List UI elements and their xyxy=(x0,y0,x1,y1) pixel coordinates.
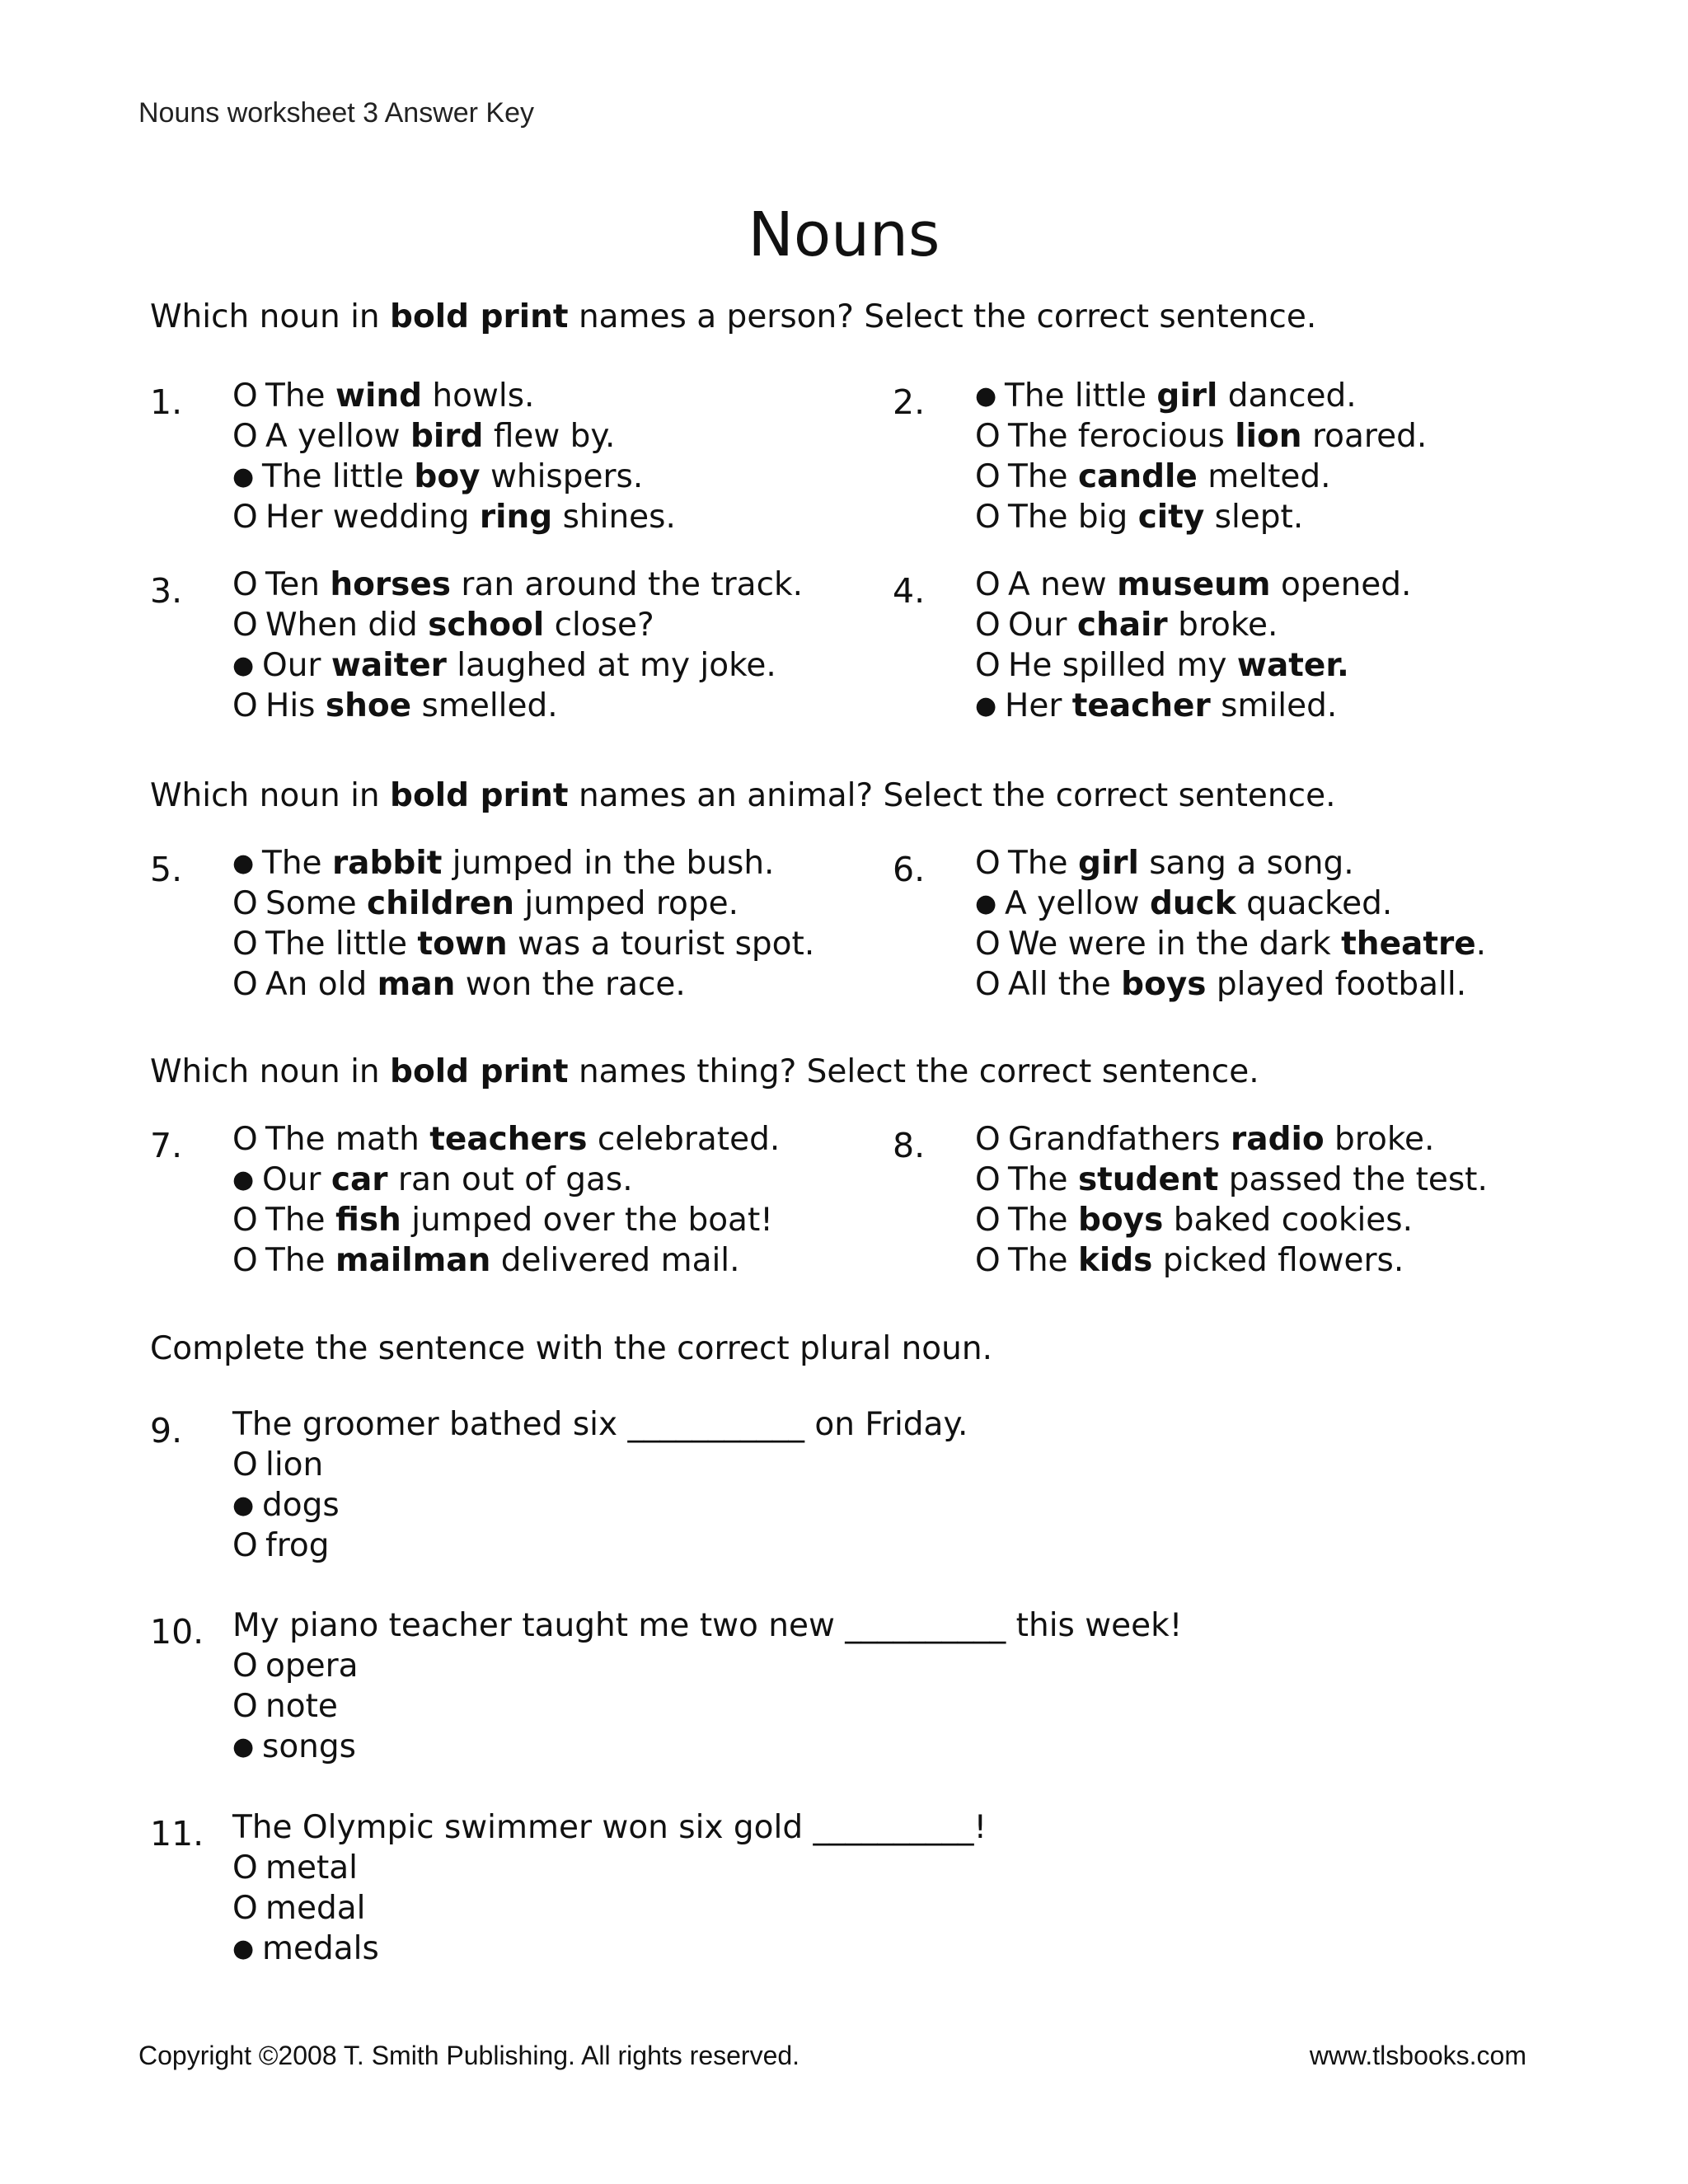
radio-indicator-icon: ● xyxy=(232,1732,255,1761)
answer-blank: ___________ xyxy=(627,1406,804,1443)
heading-prefix: Which noun in xyxy=(150,298,391,335)
footer-copyright: Copyright ©2008 T. Smith Publishing. All rights reserved. xyxy=(138,2041,800,2070)
option-after: flew by. xyxy=(483,418,616,455)
radio-indicator-icon: O xyxy=(975,926,1001,963)
option-before: Her xyxy=(1005,687,1072,724)
option[interactable] xyxy=(232,416,676,457)
option-after: slept. xyxy=(1204,499,1304,536)
radio-indicator-icon: ● xyxy=(232,1165,255,1194)
radio-indicator-icon: O xyxy=(975,1202,1001,1239)
option-before: All the xyxy=(1008,966,1122,1003)
option-after: jumped in the bush. xyxy=(442,845,775,882)
question-prompt xyxy=(232,1605,1182,1646)
option-after: played football. xyxy=(1206,966,1467,1003)
radio-indicator-icon: O xyxy=(232,1202,258,1239)
options-list xyxy=(232,1119,780,1281)
options-list xyxy=(232,1404,968,1566)
option-after: jumped rope. xyxy=(514,885,739,922)
option[interactable] xyxy=(232,964,814,1005)
heading-suffix: names an animal? Select the correct sentence. xyxy=(568,777,1336,814)
option[interactable] xyxy=(232,1929,987,1969)
option-after: smelled. xyxy=(411,687,558,724)
radio-indicator-icon: O xyxy=(232,1242,258,1279)
option[interactable] xyxy=(232,843,814,883)
option-bold: candle xyxy=(1077,458,1198,495)
option-before: The xyxy=(265,377,335,415)
radio-indicator-icon: ● xyxy=(232,462,255,491)
answer-blank: __________ xyxy=(813,1809,974,1846)
option-bold: girl xyxy=(1077,845,1139,882)
option-before: The little xyxy=(265,926,418,963)
option[interactable] xyxy=(975,565,1411,605)
option-before: We were in the dark xyxy=(1008,926,1342,963)
heading-prefix: Which noun in xyxy=(150,1053,391,1090)
option[interactable] xyxy=(975,1200,1488,1240)
option[interactable] xyxy=(232,1727,1182,1767)
radio-indicator-icon: O xyxy=(232,1446,258,1483)
radio-indicator-icon: O xyxy=(975,647,1001,684)
option[interactable] xyxy=(975,376,1427,416)
radio-indicator-icon: O xyxy=(232,687,258,724)
option[interactable] xyxy=(975,605,1411,645)
option-before: He spilled my xyxy=(1008,647,1237,684)
question-number: 9. xyxy=(150,1411,183,1451)
option-bold: shoe xyxy=(325,687,412,724)
option-bold: bird xyxy=(410,418,484,455)
radio-indicator-icon: O xyxy=(232,1688,258,1725)
prompt-before: The Olympic swimmer won six gold xyxy=(232,1809,814,1846)
option-before: The little xyxy=(1005,377,1157,415)
heading-suffix: names thing? Select the correct sentence. xyxy=(568,1053,1259,1090)
option[interactable] xyxy=(975,497,1427,537)
options-list xyxy=(232,1807,987,1969)
options-list xyxy=(232,1605,1182,1767)
radio-indicator-icon: O xyxy=(232,966,258,1003)
option-bold: town xyxy=(417,926,508,963)
radio-indicator-icon: O xyxy=(975,458,1001,495)
option[interactable] xyxy=(232,1646,1182,1686)
option[interactable] xyxy=(975,924,1486,964)
option-before: Her wedding xyxy=(265,499,480,536)
option-bold: chair xyxy=(1076,607,1168,644)
radio-indicator-icon: O xyxy=(232,1527,258,1564)
option[interactable] xyxy=(232,1686,1182,1727)
option-bold: boy xyxy=(414,458,481,495)
option[interactable] xyxy=(232,924,814,964)
radio-indicator-icon: ● xyxy=(232,1934,255,1963)
option-before: Our xyxy=(1008,607,1077,644)
option[interactable] xyxy=(232,645,803,686)
footer-website[interactable]: www.tlsbooks.com xyxy=(1309,2041,1526,2070)
prompt-before: The groomer bathed six xyxy=(232,1406,628,1443)
heading-suffix: names a person? Select the correct sentence. xyxy=(568,298,1317,335)
radio-indicator-icon: ● xyxy=(975,382,997,410)
option-text: opera xyxy=(265,1647,359,1685)
question-number: 5. xyxy=(150,850,183,889)
option-after: whispers. xyxy=(480,458,644,495)
option-before: Grandfathers xyxy=(1008,1121,1231,1158)
option-after: melted. xyxy=(1197,458,1331,495)
option[interactable] xyxy=(975,457,1427,497)
option[interactable] xyxy=(975,686,1411,726)
prompt-before: My piano teacher taught me two new xyxy=(232,1607,846,1644)
option-bold: car xyxy=(331,1161,388,1198)
option-after: close? xyxy=(544,607,654,644)
radio-indicator-icon: ● xyxy=(975,691,997,720)
option-before: The little xyxy=(262,458,415,495)
option-bold: radio xyxy=(1231,1121,1325,1158)
radio-indicator-icon: O xyxy=(975,845,1001,882)
option-before: A yellow xyxy=(265,418,410,455)
option-before: The xyxy=(265,1202,335,1239)
radio-indicator-icon: O xyxy=(975,607,1001,644)
option-after: was a tourist spot. xyxy=(507,926,815,963)
option-after: shines. xyxy=(552,499,676,536)
option-bold: duck xyxy=(1149,885,1236,922)
options-list xyxy=(232,565,803,726)
options-list xyxy=(975,1119,1488,1281)
option[interactable] xyxy=(232,376,676,416)
radio-indicator-icon: O xyxy=(232,607,258,644)
header-note: Nouns worksheet 3 Answer Key xyxy=(138,97,535,129)
option-bold: student xyxy=(1077,1161,1219,1198)
question-number: 11. xyxy=(150,1814,204,1854)
option[interactable] xyxy=(232,1848,987,1888)
radio-indicator-icon: O xyxy=(975,1242,1001,1279)
option[interactable] xyxy=(232,605,803,645)
option-after: won the race. xyxy=(455,966,686,1003)
question-prompt xyxy=(232,1807,987,1848)
option[interactable] xyxy=(232,1119,780,1160)
page-title: Nouns xyxy=(748,199,940,270)
options-list xyxy=(232,843,814,1005)
radio-indicator-icon: O xyxy=(232,1849,258,1886)
radio-indicator-icon: O xyxy=(232,1647,258,1685)
option-bold: water. xyxy=(1236,647,1349,684)
radio-indicator-icon: O xyxy=(975,1121,1001,1158)
heading-bold: bold print xyxy=(390,1053,569,1090)
option-bold: fish xyxy=(335,1202,401,1239)
question-number: 4. xyxy=(893,571,926,611)
option[interactable] xyxy=(975,1160,1488,1200)
option-text: lion xyxy=(265,1446,324,1483)
radio-indicator-icon: O xyxy=(975,566,1001,603)
option-after: broke. xyxy=(1324,1121,1435,1158)
question-number: 1. xyxy=(150,382,183,422)
option-before: The xyxy=(1008,845,1078,882)
option-bold: horses xyxy=(330,566,451,603)
question-number: 3. xyxy=(150,571,183,611)
radio-indicator-icon: O xyxy=(975,1161,1001,1198)
options-list xyxy=(975,843,1486,1005)
section-heading-person xyxy=(150,298,1316,335)
option-before: The xyxy=(1008,1161,1078,1198)
option-bold: waiter xyxy=(331,647,447,684)
question-number: 7. xyxy=(150,1126,183,1165)
option-after: quacked. xyxy=(1236,885,1393,922)
answer-blank: __________ xyxy=(845,1607,1006,1644)
option-bold: theatre xyxy=(1341,926,1476,963)
option-text: note xyxy=(265,1688,338,1725)
option-bold: girl xyxy=(1156,377,1218,415)
option-before: The xyxy=(1008,1242,1078,1279)
prompt-after: this week! xyxy=(1006,1607,1183,1644)
section-heading-plural: Complete the sentence with the correct plural noun. xyxy=(150,1330,992,1367)
option[interactable] xyxy=(975,1240,1488,1281)
radio-indicator-icon: O xyxy=(975,499,1001,536)
radio-indicator-icon: O xyxy=(232,926,258,963)
section-heading-animal xyxy=(150,777,1335,814)
radio-indicator-icon: O xyxy=(232,499,258,536)
option[interactable] xyxy=(975,645,1411,686)
options-list xyxy=(975,565,1411,726)
option-after: passed the test. xyxy=(1218,1161,1488,1198)
option-bold: rabbit xyxy=(331,845,443,882)
option-before: The xyxy=(265,1242,335,1279)
option[interactable] xyxy=(975,843,1486,883)
option-text: medals xyxy=(262,1930,379,1967)
radio-indicator-icon: O xyxy=(232,377,258,415)
heading-prefix: Which noun in xyxy=(150,777,391,814)
option-after: broke. xyxy=(1167,607,1278,644)
option-bold: ring xyxy=(479,499,553,536)
heading-bold: bold print xyxy=(390,298,569,335)
option-after: celebrated. xyxy=(587,1121,781,1158)
radio-indicator-icon: ● xyxy=(975,889,997,918)
prompt-after: ! xyxy=(973,1809,987,1846)
option-text: medal xyxy=(265,1890,366,1927)
option[interactable] xyxy=(232,1160,780,1200)
option-before: A yellow xyxy=(1005,885,1150,922)
radio-indicator-icon: O xyxy=(975,966,1001,1003)
option-bold: man xyxy=(377,966,456,1003)
option-after: ran around the track. xyxy=(450,566,804,603)
option-before: Ten xyxy=(265,566,331,603)
option-after: picked flowers. xyxy=(1152,1242,1404,1279)
option-before: The xyxy=(1008,1202,1078,1239)
prompt-after: on Friday. xyxy=(804,1406,968,1443)
option-bold: boys xyxy=(1077,1202,1164,1239)
option-after: smiled. xyxy=(1210,687,1338,724)
option[interactable] xyxy=(232,1445,968,1485)
option-bold: teachers xyxy=(429,1121,588,1158)
options-list xyxy=(975,376,1427,537)
option-text: metal xyxy=(265,1849,359,1886)
option-text: frog xyxy=(265,1527,330,1564)
radio-indicator-icon: O xyxy=(232,566,258,603)
option-before: The ferocious xyxy=(1008,418,1236,455)
option-before: The xyxy=(262,845,332,882)
option-bold: museum xyxy=(1117,566,1271,603)
option[interactable] xyxy=(975,416,1427,457)
option-bold: lion xyxy=(1235,418,1302,455)
option-after: opened. xyxy=(1270,566,1412,603)
option[interactable] xyxy=(232,565,803,605)
radio-indicator-icon: ● xyxy=(232,1491,255,1520)
option-after: sang a song. xyxy=(1138,845,1354,882)
option-after: ran out of gas. xyxy=(387,1161,633,1198)
option-after: danced. xyxy=(1217,377,1357,415)
option-after: . xyxy=(1475,926,1487,963)
option-bold: children xyxy=(367,885,514,922)
option-after: howls. xyxy=(422,377,535,415)
option[interactable] xyxy=(975,964,1486,1005)
option-after: laughed at my joke. xyxy=(446,647,776,684)
option-before: Our xyxy=(262,1161,331,1198)
radio-indicator-icon: O xyxy=(232,1890,258,1927)
radio-indicator-icon: O xyxy=(232,418,258,455)
option[interactable] xyxy=(232,1240,780,1281)
option-before: When did xyxy=(265,607,429,644)
option[interactable] xyxy=(232,1485,968,1526)
radio-indicator-icon: O xyxy=(975,418,1001,455)
option-after: delivered mail. xyxy=(490,1242,740,1279)
option-bold: city xyxy=(1137,499,1205,536)
option-after: jumped over the boat! xyxy=(401,1202,773,1239)
option[interactable] xyxy=(232,1526,968,1566)
option-bold: boys xyxy=(1121,966,1207,1003)
option[interactable] xyxy=(232,1200,780,1240)
option-bold: teacher xyxy=(1071,687,1211,724)
option-before: The xyxy=(1008,458,1078,495)
option-before: Our xyxy=(262,647,331,684)
options-list xyxy=(232,376,676,537)
question-number: 6. xyxy=(893,850,926,889)
option[interactable] xyxy=(232,457,676,497)
option-before: A new xyxy=(1008,566,1118,603)
option[interactable] xyxy=(975,1119,1488,1160)
radio-indicator-icon: O xyxy=(232,1121,258,1158)
question-number: 2. xyxy=(893,382,926,422)
question-number: 10. xyxy=(150,1612,204,1652)
option[interactable] xyxy=(232,1888,987,1929)
option[interactable] xyxy=(232,497,676,537)
option-text: songs xyxy=(262,1728,356,1765)
option-after: baked cookies. xyxy=(1163,1202,1413,1239)
heading-bold: bold print xyxy=(390,777,569,814)
option[interactable] xyxy=(232,883,814,924)
option[interactable] xyxy=(232,686,803,726)
radio-indicator-icon: O xyxy=(232,885,258,922)
option-before: His xyxy=(265,687,326,724)
option-before: An old xyxy=(265,966,377,1003)
question-prompt xyxy=(232,1404,968,1445)
radio-indicator-icon: ● xyxy=(232,651,255,680)
option-before: The big xyxy=(1008,499,1138,536)
option-bold: mailman xyxy=(335,1242,491,1279)
section-heading-thing xyxy=(150,1053,1259,1090)
radio-indicator-icon: ● xyxy=(232,849,255,878)
option-bold: wind xyxy=(335,377,423,415)
option[interactable] xyxy=(975,883,1486,924)
question-number: 8. xyxy=(893,1126,926,1165)
option-bold: school xyxy=(428,607,545,644)
option-bold: kids xyxy=(1077,1242,1153,1279)
option-text: dogs xyxy=(262,1487,340,1524)
option-before: The math xyxy=(265,1121,430,1158)
option-before: Some xyxy=(265,885,367,922)
option-after: roared. xyxy=(1301,418,1428,455)
